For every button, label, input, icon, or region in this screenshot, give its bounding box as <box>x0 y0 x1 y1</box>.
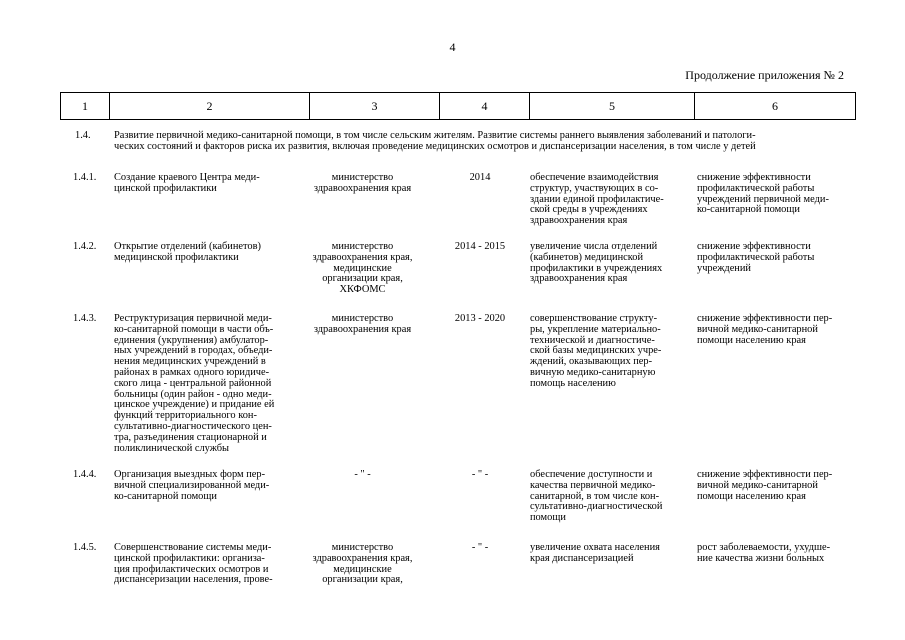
row-measure-name: Реструктуризация первичной меди- ко-санитарной помощи в части объ- единения (укрупнения) амбулатор- ных учреждений в городах, объеди- нения медицинских учреждений в районах в рамках одного юридиче- ского лица - центральной районной больницы (один район - одно меди- цинское учреждение) и придание ей функций территориального кон- сультативно-диагностического цен- тра, разъединения стационарной и поликлинической службы <box>114 313 275 454</box>
row-executor: министерство здравоохранения края, медицинские организации края, ХКФОМС <box>312 241 413 296</box>
row-term: 2014 - 2015 <box>454 241 506 252</box>
row-number: 1.4.3. <box>73 313 97 324</box>
row-number: 1.4.4. <box>73 469 97 480</box>
row-effect: снижение эффективности профилактической работы учреждений <box>697 241 815 274</box>
column-header-6: 6 <box>772 99 778 113</box>
row-term: 2013 - 2020 <box>454 313 506 324</box>
page-number: 4 <box>449 40 456 54</box>
row-term: 2014 <box>469 172 491 183</box>
column-header-row <box>60 92 856 120</box>
section-number: 1.4. <box>75 130 91 141</box>
row-result: совершенствование структу- ры, укрепление материально- технической и диагностиче- ской базы медицинских учре- ждений, оказывающих пер- вичную медико-санитарную помощь населению <box>530 313 662 389</box>
row-term: - " - <box>471 542 489 553</box>
row-effect: снижение эффективности профилактической работы учреждений первичной меди- ко-санитарной помощи <box>697 172 829 216</box>
row-result: обеспечение взаимодействия структур, участвующих в со- здании единой профилактиче- ской среды в учреждениях здравоохранения края <box>530 172 664 227</box>
row-measure-name: Совершенствование системы меди- цинской профилактики: организа- ция профилактических осмотров и диспансеризации населения, прове- <box>114 542 273 586</box>
row-measure-name: Организация выездных форм пер- вичной специализированной меди- ко-санитарной помощи <box>114 469 270 502</box>
row-number: 1.4.2. <box>73 241 97 252</box>
row-executor: - " - <box>354 469 371 480</box>
row-executor: министерство здравоохранения края, медицинские организации края, <box>312 542 413 586</box>
row-number: 1.4.5. <box>73 542 97 553</box>
row-effect: снижение эффективности пер- вичной медико-санитарной помощи населению края <box>697 469 833 502</box>
row-measure-name: Создание краевого Центра меди- цинской профилактики <box>114 172 260 194</box>
column-header-1: 1 <box>61 93 110 119</box>
column-header-2: 2 <box>110 93 310 119</box>
column-header-5: 5 <box>530 93 695 119</box>
row-measure-name: Открытие отделений (кабинетов) медицинской профилактики <box>114 241 261 263</box>
column-header-3: 3 <box>310 93 440 119</box>
row-executor: министерство здравоохранения края <box>313 313 412 335</box>
section-title: Развитие первичной медико-санитарной помощи, в том числе сельским жителям. Развитие системы раннего выявления заболеваний и патологи- ческих состояний и факторов риска их развития, включая проведение медицинских осмотров и диспансеризации населения, в том числе у детей <box>114 130 756 152</box>
row-result: увеличение числа отделений (кабинетов) медицинской профилактики в учреждениях здравоохранения края <box>530 241 663 285</box>
row-effect: снижение эффективности пер- вичной медико-санитарной помощи населению края <box>697 313 833 346</box>
row-result: обеспечение доступности и качества первичной медико- санитарной, в том числе кон- сультативно-диагностической помощи <box>530 469 663 524</box>
row-effect: рост заболеваемости, ухудше- ние качества жизни больных <box>697 542 831 564</box>
column-header-4: 4 <box>440 93 530 119</box>
row-number: 1.4.1. <box>73 172 97 183</box>
row-executor: министерство здравоохранения края <box>313 172 412 194</box>
row-term: - " - <box>471 469 489 480</box>
continuation-caption: Продолжение приложения № 2 <box>685 68 844 82</box>
row-result: увеличение охвата населения края диспансеризацией <box>530 542 660 564</box>
